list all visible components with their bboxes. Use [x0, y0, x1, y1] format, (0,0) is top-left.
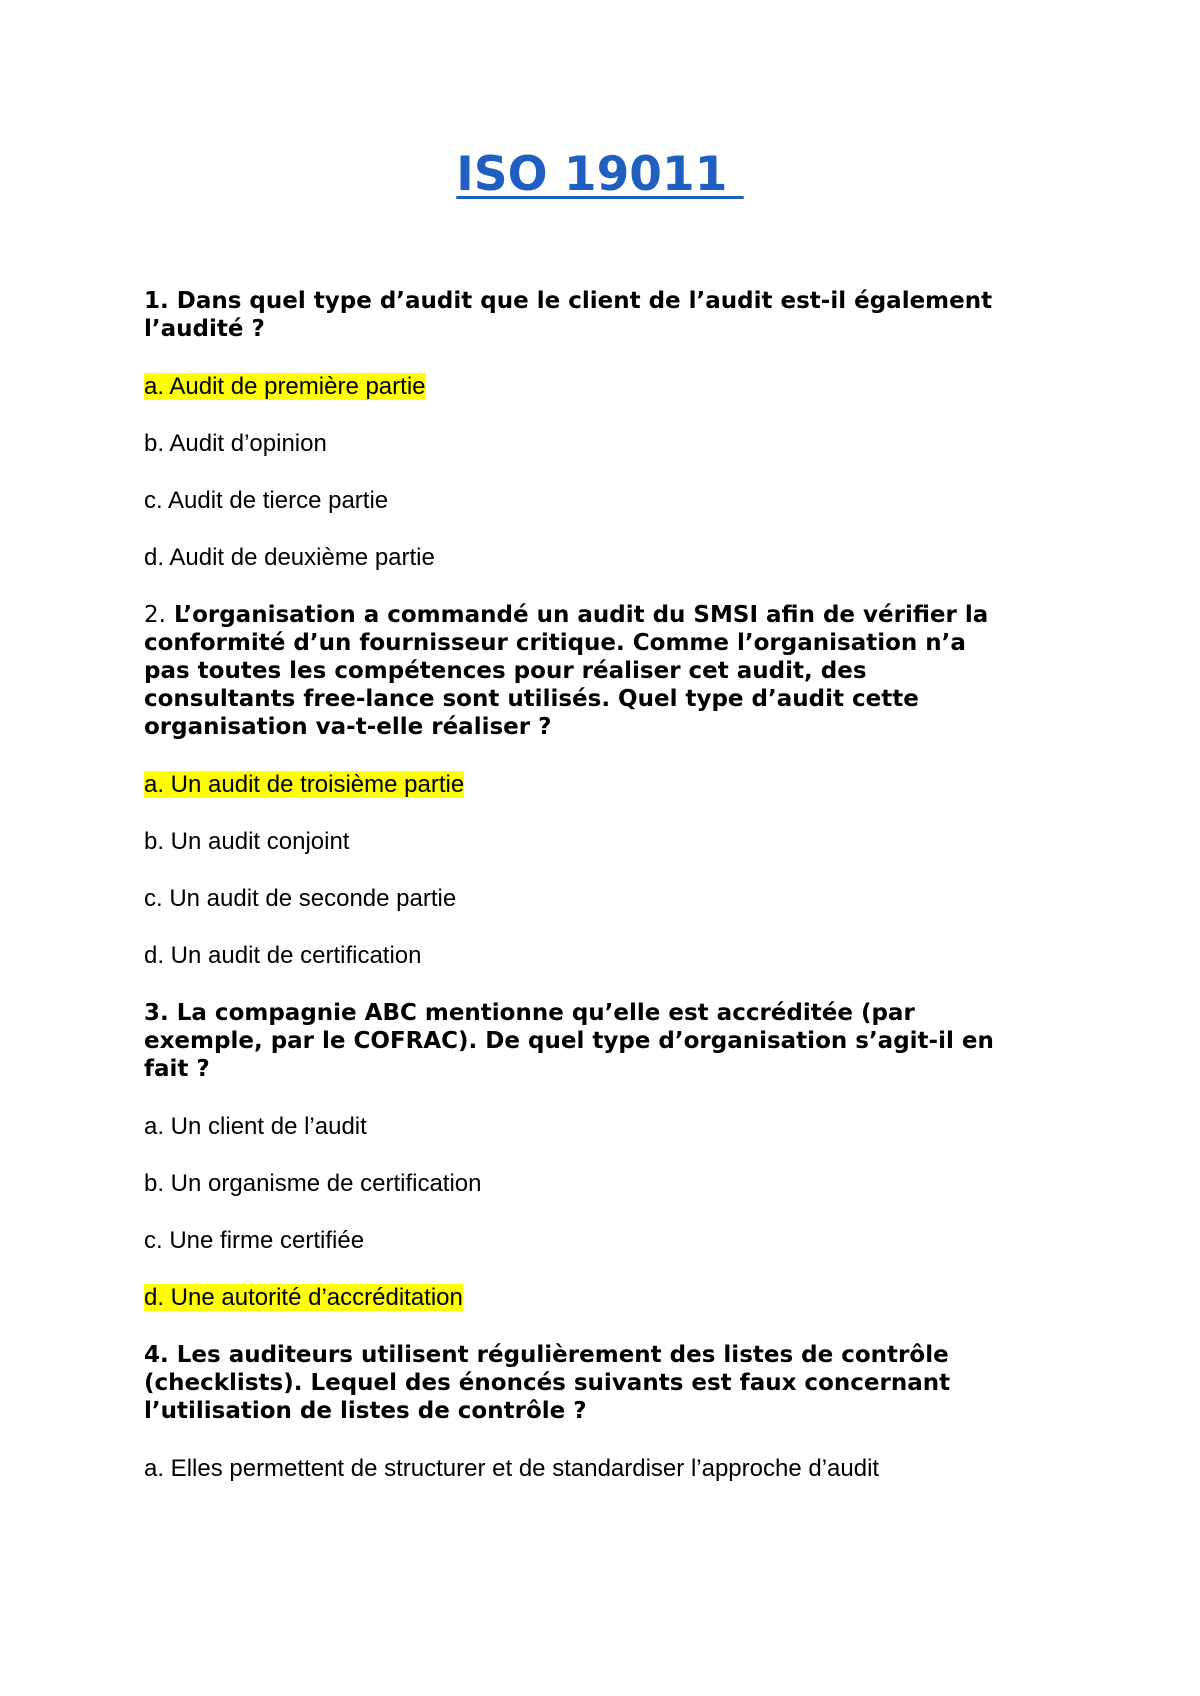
question-2-line-1-text: L’organisation a commandé un audit du SMSI afin de vérifier la [165, 602, 989, 628]
question-4-line-3: l’utilisation de listes de contrôle ? [144, 1398, 587, 1424]
question-1-option-d: d. Audit de deuxième partie [144, 544, 435, 571]
question-2-line-4: consultants free-lance sont utilisés. Quel type d’audit cette [144, 686, 919, 712]
question-4-line-2: (checklists). Lequel des énoncés suivants est faux concernant [144, 1370, 951, 1396]
question-1-option-a [144, 373, 426, 401]
question-3-option-c: c. Une firme certifiée [144, 1227, 365, 1254]
question-2-option-b: b. Un audit conjoint [144, 828, 350, 855]
question-2-option-d: d. Un audit de certification [144, 942, 422, 969]
question-3-line-2: exemple, par le COFRAC). De quel type d’organisation s’agit-il en [144, 1028, 994, 1054]
question-2-number: 2. [144, 602, 166, 628]
document-title [0, 147, 1200, 203]
question-2-line-1 [144, 601, 988, 629]
question-2-line-2: conformité d’un fournisseur critique. Comme l’organisation n’a [144, 630, 966, 656]
question-1-option-b: b. Audit d’opinion [144, 430, 327, 457]
question-3-line-1: 3. La compagnie ABC mentionne qu’elle est accréditée (par [144, 1000, 915, 1026]
question-3-option-a: a. Un client de l’audit [144, 1113, 367, 1140]
question-2-option-a [144, 771, 464, 799]
question-1-option-c: c. Audit de tierce partie [144, 487, 389, 514]
question-1-line-2: l’audité ? [144, 316, 265, 342]
answer-highlight: d. Une autorité d’accréditation [144, 1284, 463, 1311]
question-2-line-5: organisation va-t-elle réaliser ? [144, 714, 552, 740]
answer-highlight: a. Audit de première partie [144, 373, 426, 400]
question-1-line-1: 1. Dans quel type d’audit que le client de l’audit est-il également [144, 288, 993, 314]
question-4-line-1: 4. Les auditeurs utilisent régulièrement des listes de contrôle [144, 1342, 949, 1368]
question-3-option-d [144, 1284, 463, 1312]
question-3-option-b: b. Un organisme de certification [144, 1170, 482, 1197]
question-4-option-a: a. Elles permettent de structurer et de standardiser l’approche d’audit [144, 1455, 880, 1482]
question-2-line-3: pas toutes les compétences pour réaliser cet audit, des [144, 658, 867, 684]
document-title-text: ISO 19011 [456, 147, 744, 202]
question-2-option-c: c. Un audit de seconde partie [144, 885, 457, 912]
question-3-line-3: fait ? [144, 1056, 210, 1082]
answer-highlight: a. Un audit de troisième partie [144, 771, 465, 798]
